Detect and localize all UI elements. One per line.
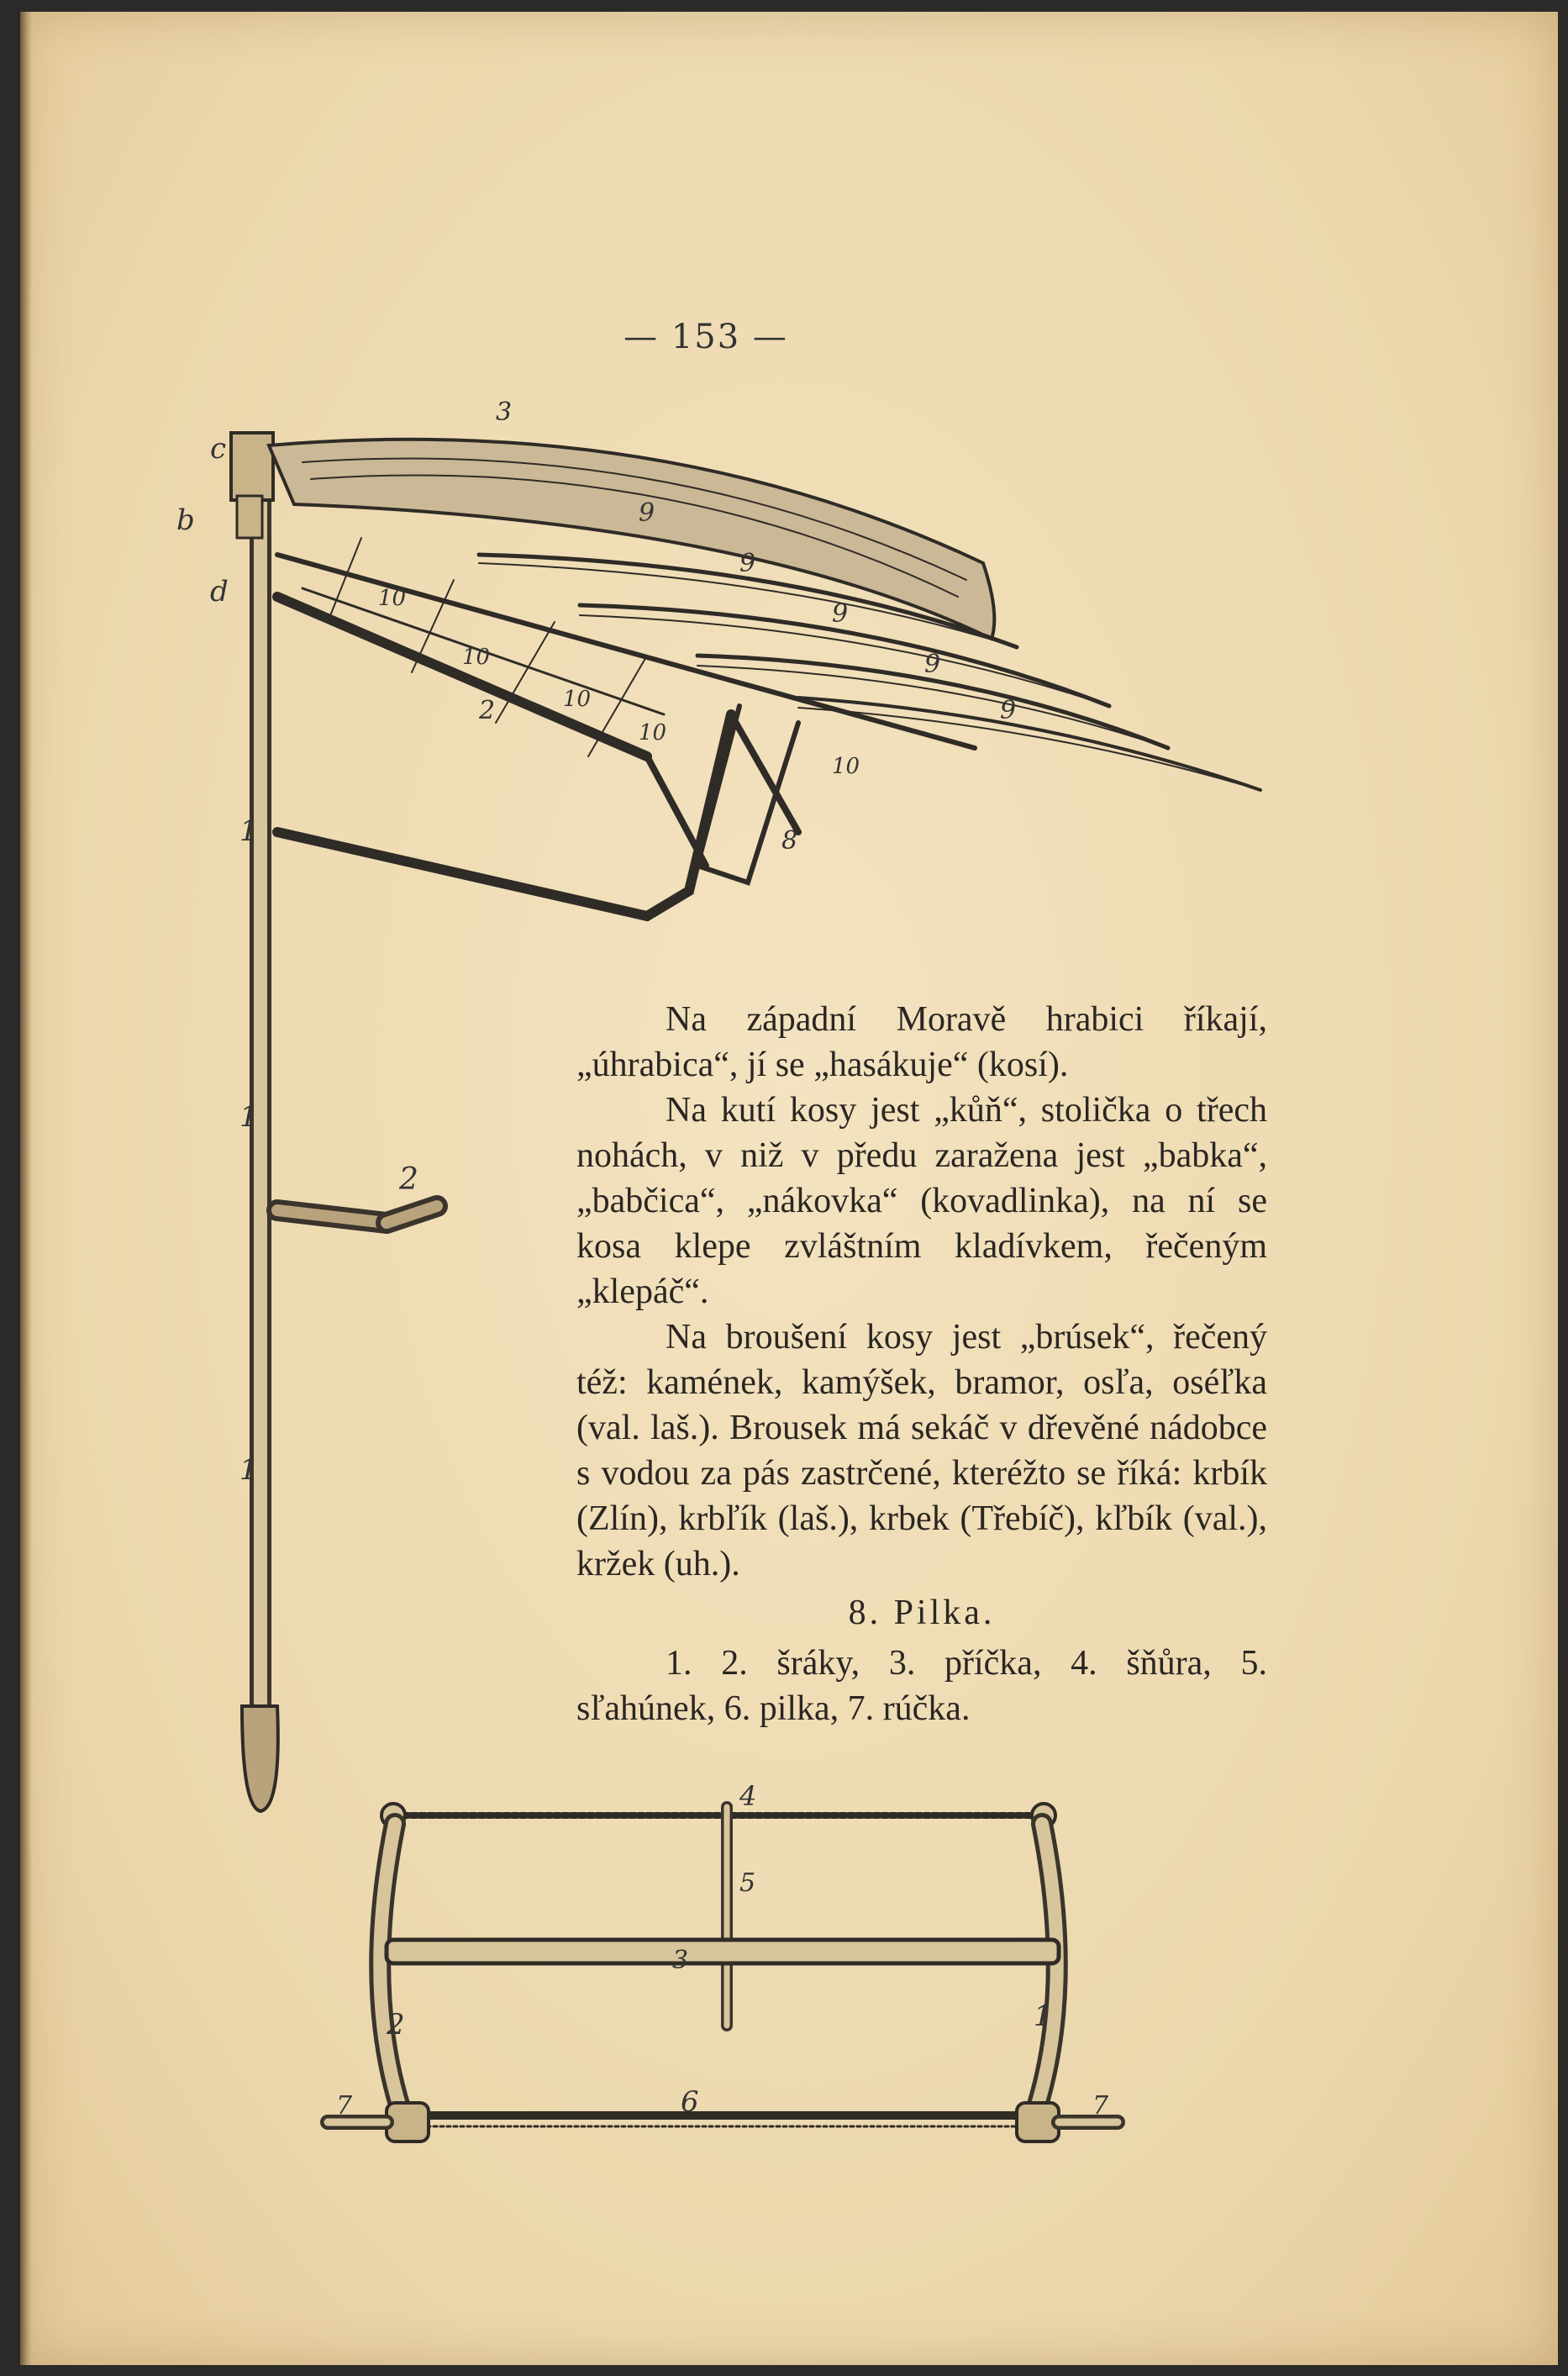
page-number: — 153 — (624, 318, 788, 356)
saw-label-6: 6 (681, 2085, 699, 2119)
scythe-label-9e: 9 (1000, 696, 1017, 725)
saw-label-5: 5 (739, 1868, 756, 1898)
saw-label-2: 2 (387, 2008, 405, 2041)
saw-label-3: 3 (672, 1946, 689, 1975)
scythe-label-b: b (176, 503, 195, 537)
scythe-label-10c: 10 (563, 687, 592, 712)
scythe-label-9c: 9 (832, 599, 849, 629)
bow-saw-illustration (303, 1782, 1151, 2185)
scythe-label-10a: 10 (378, 586, 407, 611)
scythe-label-1a: 1 (239, 814, 258, 848)
scythe-label-9a: 9 (639, 498, 655, 528)
saw-label-7b: 7 (1092, 2091, 1109, 2120)
saw-legend: 1. 2. šráky, 3. příčka, 4. šňůra, 5. sľahúnek, 6. pilka, 7. rúčka. (576, 1644, 1267, 1728)
saw-label-7a: 7 (336, 2091, 353, 2120)
paragraph-uhrabica: Na západní Moravě hrabici říkají, „úhrabica“, jí se „hasákuje“ (kosí). (576, 1000, 1267, 1084)
scythe-label-2b: 2 (399, 1162, 418, 1197)
scythe-label-d: d (210, 575, 229, 608)
scythe-label-3: 3 (496, 398, 513, 427)
book-spine-shadow (20, 12, 32, 2365)
scythe-label-9b: 9 (739, 549, 756, 578)
saw-label-1: 1 (1034, 1999, 1052, 2033)
paragraph-brusek: Na broušení kosy jest „brúsek“, řečený též: kamének, kamýšek, bramor, osľa, oséľka (val. laš.). Brousek má sekáč v dřevěné nádobce s vodou za pás zastrčené, kteréžto se říká: krbík (Zlín), krbľík (laš.), krbek (Třebíč), kľbík (val.), kržek (uh.). (576, 1318, 1267, 1583)
saw-label-4: 4 (739, 1782, 757, 1812)
section-heading: 8. Pilka. (848, 1594, 996, 1632)
scythe-label-10b: 10 (462, 645, 491, 670)
paragraph-kun: Na kutí kosy jest „kůň“, stolička o třech nohách, v niž v předu zaražena jest „babka“, „babčica“, „nákovka“ (kovadlinka), na ní se kosa klepe zvláštním kladívkem, řečeným „klepáč“. (576, 1091, 1267, 1311)
scythe-label-1b: 1 (239, 1100, 258, 1134)
scythe-label-10e: 10 (832, 754, 860, 779)
scythe-label-10d: 10 (639, 720, 667, 745)
body-text (576, 997, 1267, 1731)
scythe-label-c: c (210, 432, 227, 466)
scythe-label-9d: 9 (924, 650, 941, 679)
scythe-label-8: 8 (781, 826, 798, 856)
scythe-label-2a: 2 (479, 696, 496, 725)
scythe-label-1c: 1 (239, 1453, 258, 1487)
